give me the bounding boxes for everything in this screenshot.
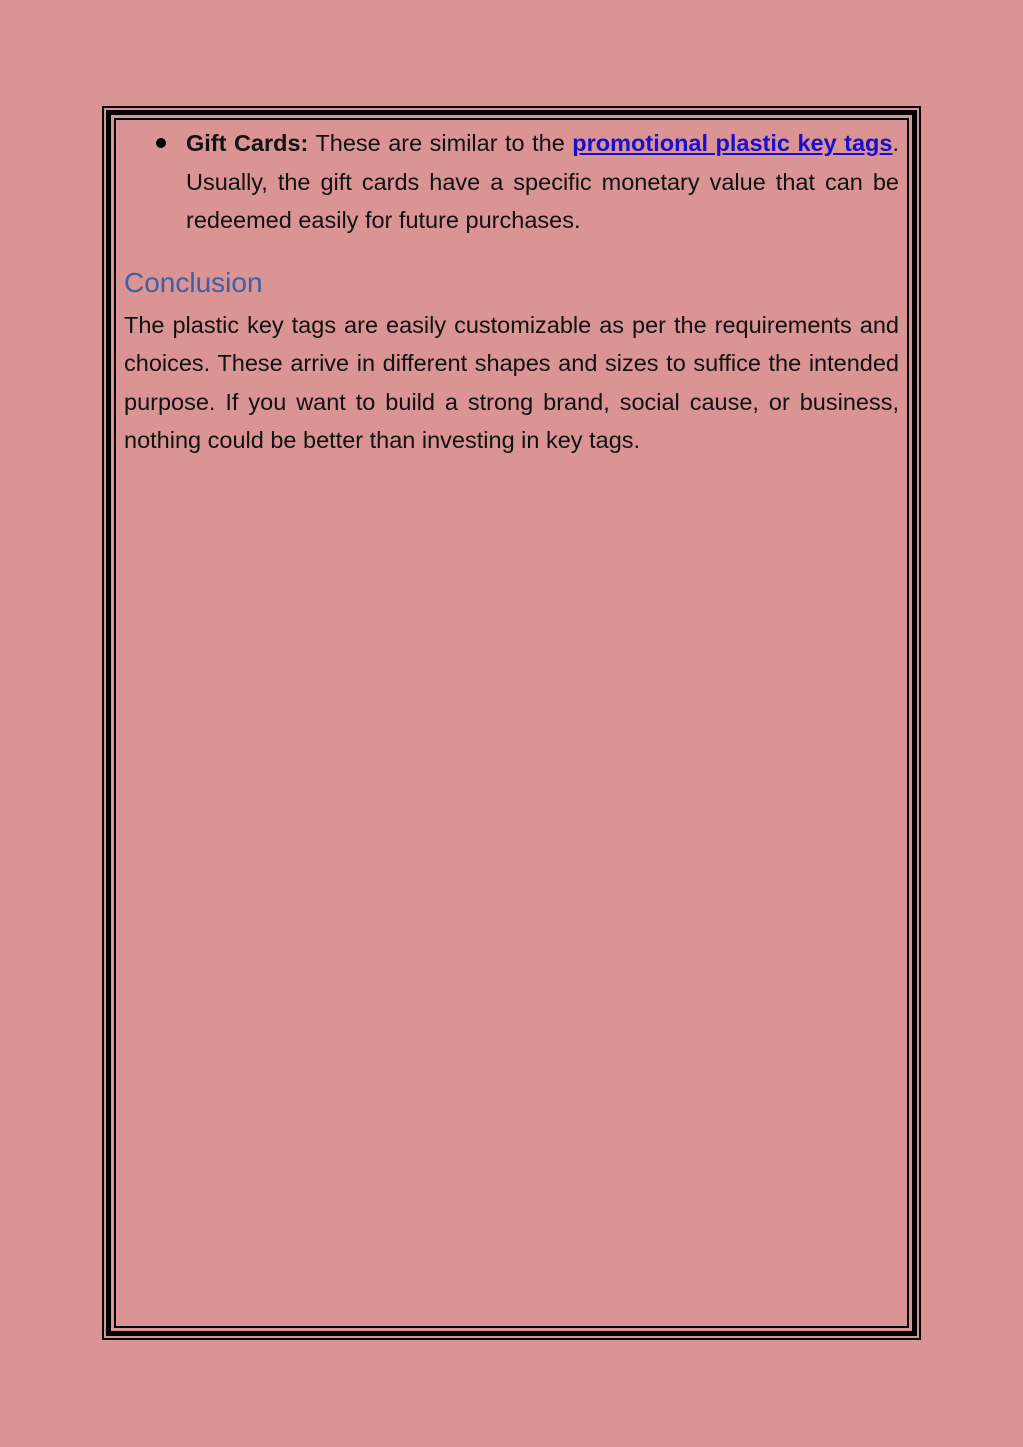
document-content — [124, 124, 899, 460]
bullet-icon — [156, 138, 166, 148]
list-item-gift-cards — [124, 124, 899, 240]
conclusion-heading: Conclusion — [124, 266, 263, 298]
gift-cards-description: . Usually, the gift cards have a specific monetary value that can be redeemed easily for future purchases. — [186, 130, 899, 233]
conclusion-paragraph: The plastic key tags are easily customizable as per the requirements and choices. These arrive in different shapes and sizes to suffice the intended purpose. If you want to build a strong brand, social cause, or business, nothing could be better than investing in key tags. — [124, 311, 899, 453]
gift-cards-term: Gift Cards: — [186, 130, 309, 156]
promotional-key-tags-link[interactable]: promotional plastic key tags — [572, 130, 893, 156]
gift-cards-intro: These are similar to the — [308, 130, 573, 156]
